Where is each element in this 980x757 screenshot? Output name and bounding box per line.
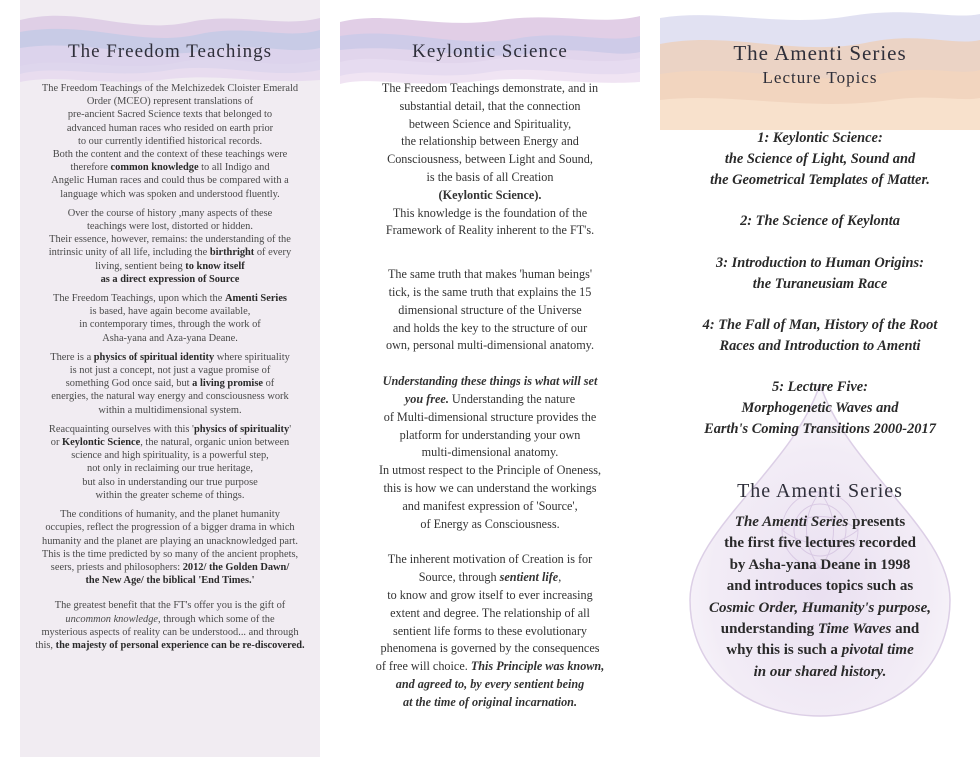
panel-subtitle: Lecture Topics	[762, 68, 878, 87]
panel-title: Keylontic Science	[412, 41, 568, 62]
lecture-topic-5: 5: Lecture Five: Morphogenetic Waves and Earth's Coming Transitions 2000-2017	[704, 379, 936, 437]
paragraph: There is a physics of spiritual identity where spirituality is not just a concept, not just a vague promise of something God once said, but a living promise of energies, the natural way energy and consciousness work within a multidimensional system.	[50, 351, 290, 416]
paragraph: The greatest benefit that the FT's offer you is the gift of uncommon knowledge, through which some of the mysterious aspects of reality can be understood... and through this, the majesty of personal experience can be re-discovered.	[35, 600, 305, 651]
paragraph: The same truth that makes 'human beings' tick, is the same truth that explains the 15 dimensional structure of the Universe and holds the key to the structure of our own, personal multi-dimensional anatomy.	[385, 267, 595, 353]
panel-body-text	[26, 82, 314, 658]
panel-title: The Amenti Series	[733, 41, 907, 65]
paragraph: The conditions of humanity, and the planet humanity occupies, reflect the progression of a bigger drama in which humanity and the planet are playing an unacknowledged part. This is the time predicted by so many of the ancient prophets, seers, priests and philosophers: 2012/ the Golden Dawn/ the New Age/ the biblical 'End Times.'	[41, 509, 299, 587]
paragraph: The Freedom Teachings, upon which the Amenti Series is based, have again become available, in contemporary times, through the work of Asha-yana and Aza-yana Deane.	[53, 293, 287, 344]
lecture-topic-4: 4: The Fall of Man, History of the Root Races and Introduction to Amenti	[702, 317, 938, 354]
keylontic-science-panel	[340, 0, 640, 757]
paragraph: Reacquainting ourselves with this 'physics of spirituality' or Keylontic Science, the natural, organic union between science and high spirituality, is a powerful step, not only in reclaiming our true heritage, but also in understanding our true purpose within the greater scheme of things.	[48, 423, 292, 501]
panel-body-text	[348, 80, 632, 730]
lecture-topic-3: 3: Introduction to Human Origins: the Turaneusiam Race	[716, 255, 924, 292]
freedom-teachings-panel	[20, 0, 320, 757]
panel-title: The Freedom Teachings	[68, 41, 272, 62]
paragraph: The Freedom Teachings of the Melchizedek Cloister Emerald Order (MCEO) represent translations of pre-ancient Sacred Science texts that belonged to advanced human races who resided on earth prior to our currently identified historical records. Both the content and the context of these teachings were therefore common knowledge to all Indigo and Angelic Human races and could thus be compared with a language which was spoken and understood fluently.	[41, 83, 299, 200]
amenti-series-panel	[660, 0, 980, 757]
series-description: The Amenti Series presents the first five lectures recorded by Asha-yana Deane in 1998 and introduces topics such as Cosmic Order, Humanity's purpose, understanding Time Waves and why this is such a pivotal time in our shared history.	[708, 514, 932, 680]
lecture-topic-1: 1: Keylontic Science: the Science of Light, Sound and the Geometrical Templates of Matter.	[710, 130, 930, 188]
paragraph: The Freedom Teachings demonstrate, and in substantial detail, that the connection between Science and Spirituality, the relationship between Energy and Consciousness, between Light and Sound, is the basis of all Creation (Keylontic Science). This knowledge is the foundation of the Framework of Reality inherent to the FT's.	[381, 81, 599, 238]
lecture-topic-2: 2: The Science of Keylonta	[740, 213, 900, 229]
series-title: The Amenti Series	[737, 480, 903, 502]
paragraph: Over the course of history ,many aspects of these teachings were lost, distorted or hidden. Their essence, however, remains: the understanding of the intrinsic unity of all life, including the birthright of every living, sentient being to know itself as a direct expression of Source	[48, 207, 292, 285]
paragraph: The inherent motivation of Creation is for Source, through sentient life, to know and grow itself to ever increasing extent and degree. The relationship of all sentient life forms to these evolutionary phenomena is governed by the consequences of free will choice. This Principle was known, and agreed to, by every sentient being at the time of original incarnation.	[375, 552, 605, 709]
paragraph: Understanding these things is what will set you free. Understanding the nature of Multi-dimensional structure provides the platform for understanding your own multi-dimensional anatomy. In utmost respect to the Principle of Oneness, this is how we can understand the workings and manifest expression of 'Source', of Energy as Consciousness.	[378, 374, 602, 531]
